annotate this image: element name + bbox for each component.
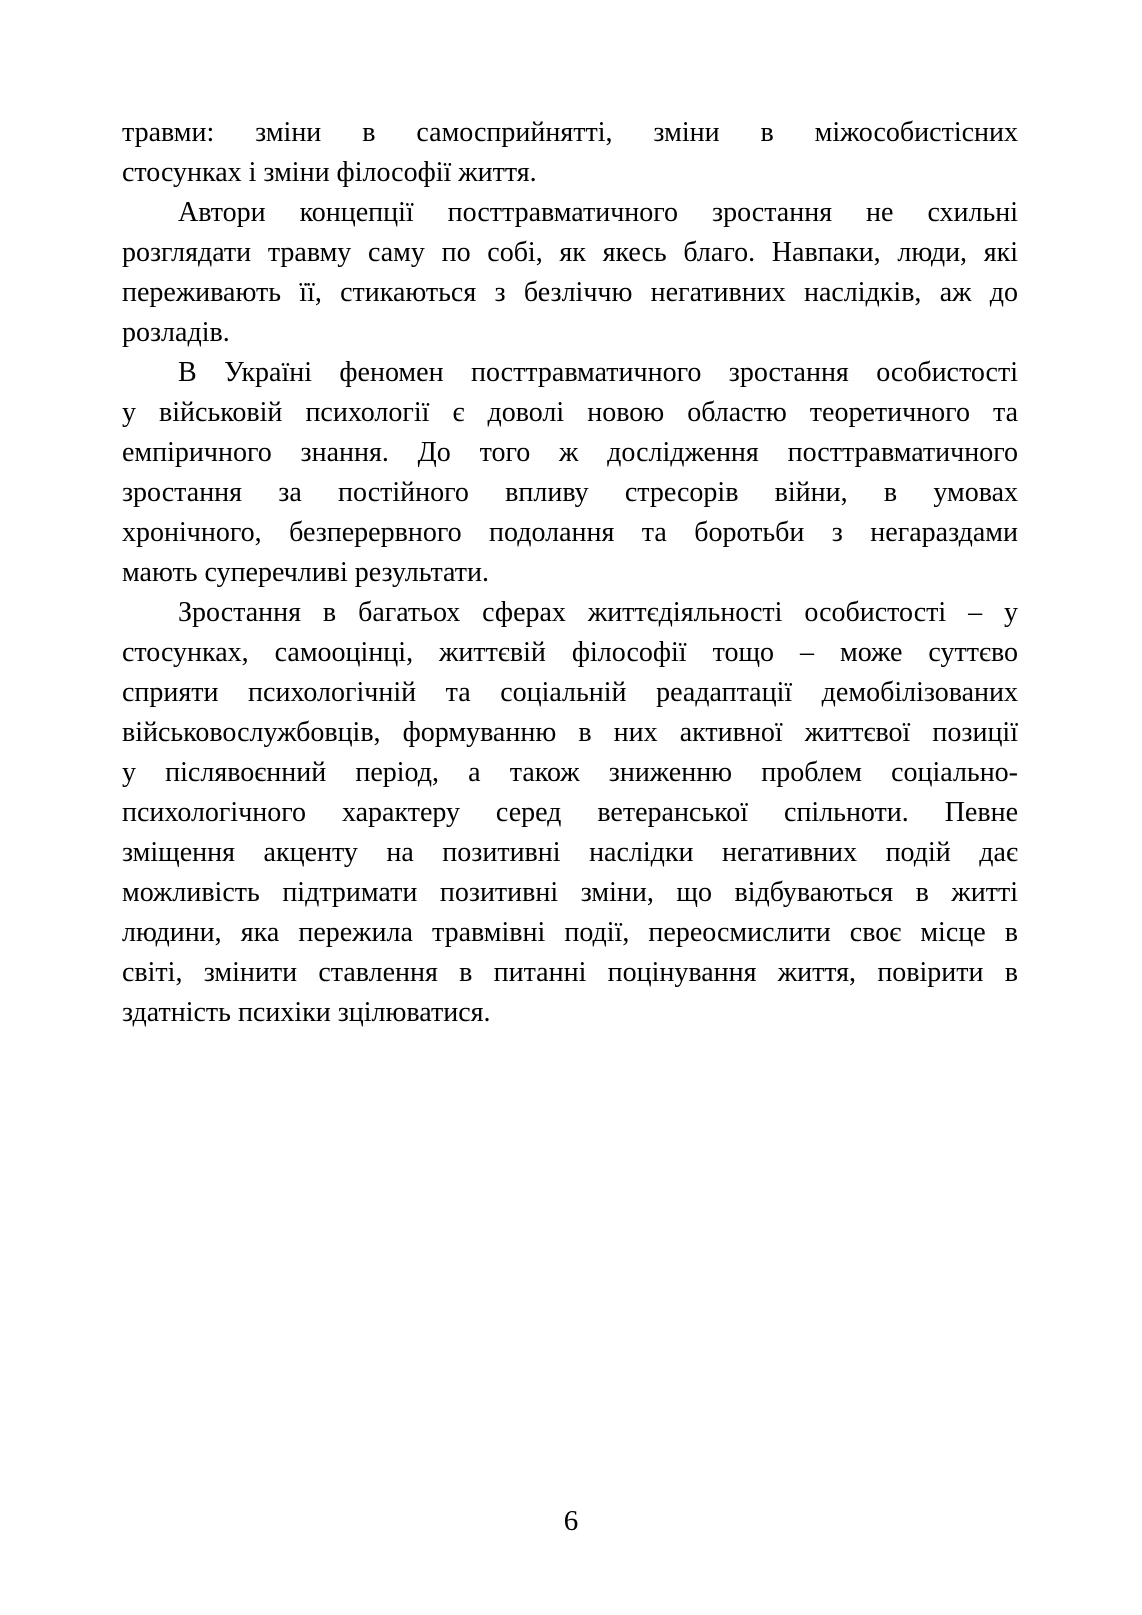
text-line: у військовій психології є доволі новою областю теоретичного та <box>122 397 1018 428</box>
text-line: сприяти психологічній та соціальній реадаптації демобілізованих <box>122 677 1018 708</box>
text-line: людини, яка пережила травмівні події, переосмислити своє місце в <box>122 917 1018 948</box>
paragraph <box>122 113 1018 193</box>
text-line: Автори концепції посттравматичного зростання не схильні <box>178 197 1018 228</box>
text-line: емпіричного знання. До того ж дослідження посттравматичного <box>122 437 1018 468</box>
text-line: зростання за постійного впливу стресорів війни, в умовах <box>122 477 1018 508</box>
text-line: стосунках і зміни філософії життя. <box>122 157 537 188</box>
text-line: зміщення акценту на позитивні наслідки негативних подій дає <box>122 837 1018 868</box>
paragraph <box>122 593 1018 1033</box>
text-line: травми: зміни в самосприйнятті, зміни в міжособистісних <box>122 117 1018 148</box>
text-line: хронічного, безперервного подолання та боротьби з негараздами <box>122 517 1018 548</box>
page-number: 6 <box>563 1505 579 1537</box>
text-line: можливість підтримати позитивні зміни, що відбуваються в житті <box>122 877 1018 908</box>
text-line: у післявоєнний період, а також зниженню проблем соціально- <box>122 757 1018 788</box>
paragraph <box>122 193 1018 353</box>
text-line: військовослужбовців, формуванню в них активної життєвої позиції <box>122 717 1018 748</box>
text-line: стосунках, самооцінці, життєвій філософії тощо – може суттєво <box>122 637 1018 668</box>
body-text <box>122 113 1018 1033</box>
text-line: переживають її, стикаються з безліччю негативних наслідків, аж до <box>122 277 1018 308</box>
text-line: мають суперечливі результати. <box>122 557 489 588</box>
paragraph <box>122 353 1018 593</box>
text-line: світі, змінити ставлення в питанні поцінування життя, повірити в <box>122 957 1018 988</box>
text-line: Зростання в багатьох сферах життєдіяльності особистості – у <box>178 597 1018 628</box>
text-line: В Україні феномен посттравматичного зростання особистості <box>178 357 1018 388</box>
text-line: розглядати травму саму по собі, як якесь благо. Навпаки, люди, які <box>122 237 1018 268</box>
text-line: розладів. <box>122 317 230 348</box>
text-line: здатність психіки зцілюватися. <box>122 997 491 1028</box>
text-line: психологічного характеру серед ветеранської спільноти. Певне <box>122 797 1018 828</box>
